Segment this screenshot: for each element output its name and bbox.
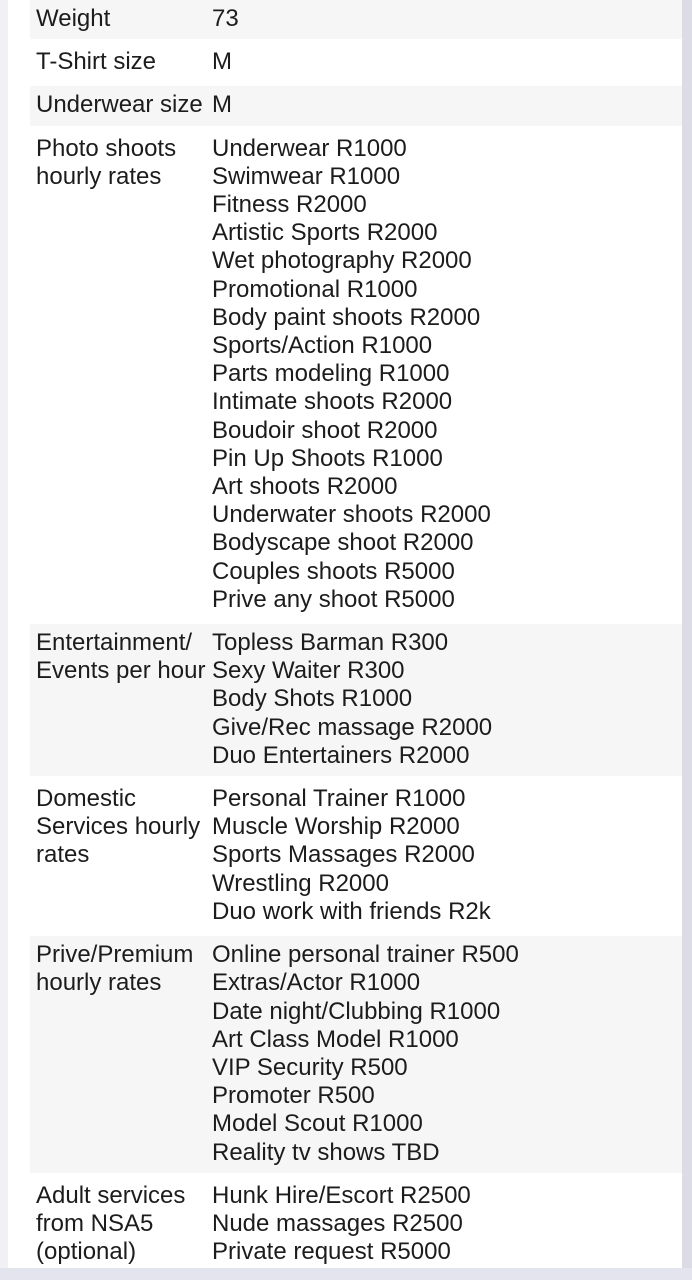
row-label: Weight <box>36 5 111 32</box>
rate-item: Promotional R1000 <box>212 275 418 303</box>
row-value: M <box>212 48 232 76</box>
rate-item: Hunk Hire/Escort R2500 <box>212 1181 471 1209</box>
row-value-list <box>206 941 682 1167</box>
row-label: Adult services from NSA5 (optional) <box>36 1181 186 1266</box>
rate-item: Pin Up Shoots R1000 <box>212 444 443 472</box>
row-label: Photo shoots hourly rates <box>36 134 177 190</box>
row-value-list <box>206 1182 682 1267</box>
scrollbar-track[interactable] <box>682 0 692 1280</box>
content-panel[interactable] <box>8 0 682 1268</box>
row-label: Underwear size <box>36 91 203 119</box>
row-value: M <box>212 91 232 119</box>
row-value: 73 <box>212 5 239 32</box>
rate-item: Reality tv shows TBD <box>212 1138 440 1166</box>
rate-item: Date night/Clubbing R1000 <box>212 997 501 1025</box>
rate-item: Online personal trainer R500 <box>212 941 519 969</box>
rate-item: Sexy Waiter R300 <box>212 657 405 685</box>
rate-item: Model Scout R1000 <box>212 1110 423 1138</box>
rate-item: Parts modeling R1000 <box>212 360 450 388</box>
rate-item: Sports/Action R1000 <box>212 332 433 360</box>
rate-item: Nude massages R2500 <box>212 1209 463 1237</box>
row-value-list <box>206 785 682 926</box>
rate-item: Swimwear R1000 <box>212 162 401 190</box>
table-row-prive-premium <box>30 936 682 1173</box>
row-value-list <box>206 629 682 770</box>
bottom-edge <box>0 1268 692 1280</box>
rate-item: Bodyscape shoot R2000 <box>212 529 474 557</box>
rate-item: Give/Rec massage R2000 <box>212 713 493 741</box>
rate-item: Body Shots R1000 <box>212 685 413 713</box>
rate-item: Private request R5000 <box>212 1238 451 1266</box>
table-row-adult-services <box>30 1177 682 1268</box>
table-row-photo-shoots <box>30 130 682 620</box>
table-row-tshirt-size <box>30 43 682 82</box>
rate-item: Muscle Worship R2000 <box>212 813 460 841</box>
left-margin <box>0 0 8 1280</box>
table-row-domestic-services <box>30 780 682 932</box>
rate-item: Topless Barman R300 <box>212 629 449 657</box>
rate-item: Intimate shoots R2000 <box>212 388 453 416</box>
rate-item: Duo work with friends R2k <box>212 897 491 925</box>
rate-item: Promoter R500 <box>212 1082 375 1110</box>
row-label: Entertainment/ Events per hour <box>36 629 206 685</box>
rate-item: Artistic Sports R2000 <box>212 219 438 247</box>
rate-item: Fitness R2000 <box>212 191 367 219</box>
rate-item: VIP Security R500 <box>212 1053 408 1081</box>
rate-item: Art shoots R2000 <box>212 473 398 501</box>
rate-item: Personal Trainer R1000 <box>212 785 466 813</box>
rate-item: Couples shoots R5000 <box>212 557 455 585</box>
rate-item: Underwater shoots R2000 <box>212 501 491 529</box>
row-label: T-Shirt size <box>36 48 157 76</box>
row-label: Domestic Services hourly rates <box>36 785 201 869</box>
rate-item: Extras/Actor R1000 <box>212 969 421 997</box>
rate-item: Wet photography R2000 <box>212 247 472 275</box>
rate-item: Prive any shoot R5000 <box>212 585 455 613</box>
rate-item: Art Class Model R1000 <box>212 1025 459 1053</box>
rate-item: Duo Entertainers R2000 <box>212 741 470 769</box>
profile-details-table <box>30 0 682 1268</box>
table-row-entertainment <box>30 624 682 776</box>
rate-item: Body paint shoots R2000 <box>212 303 481 331</box>
rate-item: Underwear R1000 <box>212 134 407 162</box>
rate-item: Boudoir shoot R2000 <box>212 416 438 444</box>
row-label: Prive/Premium hourly rates <box>36 941 194 997</box>
table-row-underwear-size <box>30 86 682 125</box>
rate-item: Wrestling R2000 <box>212 869 389 897</box>
rate-item: Sports Massages R2000 <box>212 841 475 869</box>
table-row-weight <box>30 0 682 39</box>
row-value-list <box>206 135 682 614</box>
